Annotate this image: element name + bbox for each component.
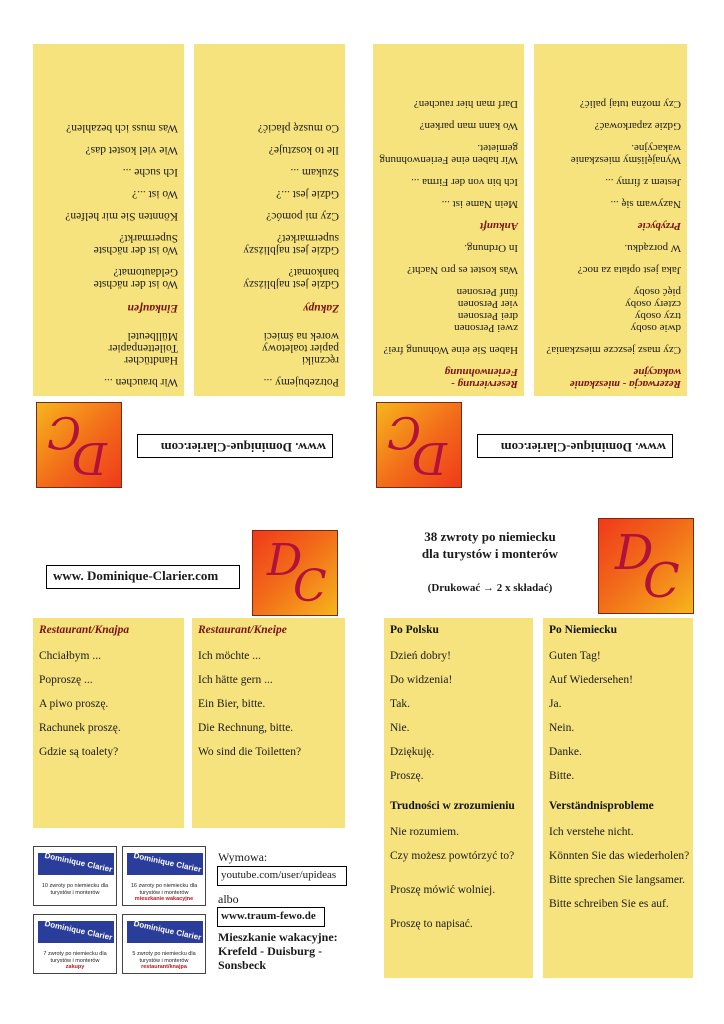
card-heading: Po Niemiecku (549, 624, 618, 636)
line: cztery osoby (625, 298, 681, 310)
line: Guten Tag! (549, 650, 601, 662)
caption-tag: mieszkanie wakacyjne (134, 896, 194, 902)
logo-top-left (36, 402, 122, 488)
line: Poproszę ... (39, 674, 93, 686)
video-thumbnail[interactable] (122, 914, 206, 974)
card-heading: Po Polsku (390, 624, 439, 636)
line: Gdzie jest najbliższy supermarket? (243, 232, 339, 256)
line: Wo sind die Toiletten? (198, 746, 302, 758)
line: ręczniki (301, 354, 339, 366)
line: Chciałbym ... (39, 650, 101, 662)
line: Müllbeutel (127, 330, 178, 342)
line: worek na śmieci (263, 330, 339, 342)
thumbnail-caption (36, 951, 114, 971)
line: Bitte schreiben Sie es auf. (549, 898, 669, 910)
thumbnail-caption (125, 883, 203, 903)
card-zakupy-text (194, 44, 345, 396)
line: Rachunek proszę. (39, 722, 121, 734)
line: Die Rechnung, bitte. (198, 722, 294, 734)
line: Nein. (549, 722, 575, 734)
line: Do widzenia! (390, 674, 453, 686)
logo-letter: C (47, 406, 81, 457)
caption-text: 5 zwroty po niemiecku dla turystów i monterów (132, 951, 196, 964)
line: Bitte sprechen Sie langsamer. (549, 874, 686, 886)
title-line-1: 38 zwroty po niemiecku (424, 529, 556, 544)
line: Wo ist der nächste Geldautomat? (93, 266, 178, 290)
line: fünf Personen (456, 286, 518, 298)
thumbnail-brand: Dominique Clarier (132, 850, 203, 875)
line: Przybycie (637, 220, 681, 232)
card-heading: Einkaufen (127, 302, 178, 314)
section-heading: Verständnisprobleme (549, 800, 654, 812)
line: Bitte. (549, 770, 575, 782)
website-top-right[interactable]: www. Dominique-Clarier.com (477, 434, 673, 458)
line: Proszę to napisać. (390, 918, 473, 930)
line: Proszę. (390, 770, 424, 782)
line: Ich hätte gern ... (198, 674, 273, 686)
line: Ich möchte ... (198, 650, 261, 662)
line: Wir haben eine Ferienwohnung gemietet. (379, 142, 518, 166)
website-top-left[interactable]: www. Dominique-Clarier.com (137, 434, 333, 458)
caption-text: 10 zwroty po niemiecku dla turystów i monterów (41, 883, 109, 896)
card-heading: Reservierung - Ferienwohnung (444, 366, 518, 390)
thumbnail-banner (38, 850, 114, 875)
line: Nie rozumiem. (390, 826, 459, 838)
thumbnail-banner (38, 918, 114, 943)
line: Danke. (549, 746, 582, 758)
website-bottom[interactable]: www. Dominique-Clarier.com (46, 565, 240, 589)
video-thumbnail[interactable] (33, 914, 117, 974)
logo-letter: C (387, 406, 421, 457)
card-heading: Restaurant/Kneipe (198, 624, 287, 636)
card-restaurant-de (192, 618, 345, 828)
logo-top-right (376, 402, 462, 488)
line: Ile to kosztuje? (268, 144, 339, 156)
line: dwie osoby (630, 322, 681, 334)
page-title (380, 528, 600, 562)
or-label: albo (218, 892, 239, 906)
line: Wynajęliśmy mieszkanie wakacyjne. (570, 142, 681, 166)
line: Was kostet es pro Nacht? (407, 264, 518, 276)
line: Szukam ... (290, 166, 339, 178)
line: Ich verstehe nicht. (549, 826, 634, 838)
line: Auf Wiedersehen! (549, 674, 633, 686)
line: Co muszę płacić? (257, 122, 339, 134)
line: Jaka jest opłata za noc? (577, 264, 681, 276)
caption-tag: zakupy (65, 964, 85, 970)
line: Proszę mówić wolniej. (390, 884, 496, 896)
line: A piwo proszę. (39, 698, 109, 710)
card-heading: Rezerwacja - mieszkanie wakacyjne (569, 366, 681, 390)
pronunciation-label: Wymowa: (218, 850, 268, 864)
line: Darf man hier rauchen? (413, 98, 518, 110)
line: Gdzie jest ...? (276, 188, 339, 200)
line: Dziękuję. (390, 746, 435, 758)
title-line-2: dla turystów i monterów (421, 546, 559, 561)
holiday-apartment-cities: Krefeld - Duisburg - Sonsbeck (218, 944, 323, 972)
line: Nazywam się ... (610, 198, 681, 210)
line: Dzień dobry! (390, 650, 451, 662)
card-restaurant-pl (33, 618, 184, 828)
line: Wir brauchen ... (104, 376, 178, 388)
line: Potrzebujemy ... (263, 376, 339, 388)
caption-text: 7 zwroty po niemiecku dla turystów i monterów (43, 951, 107, 964)
logo-letter: C (293, 561, 327, 612)
thumbnail-caption (125, 951, 203, 971)
logo-bottom-right (598, 518, 694, 614)
holiday-apartment-title: Mieszkanie wakacyjne: (218, 930, 338, 944)
logo-letter: C (643, 553, 680, 609)
thumbnail-banner (127, 918, 203, 943)
section-heading: Trudności w zrozumieniu (390, 800, 515, 812)
card-reservierung-text (373, 44, 524, 396)
line: In Ordnung. (464, 242, 518, 254)
caption-tag: restaurant/knajpa (141, 964, 187, 970)
thumbnail-caption (36, 883, 114, 896)
print-note: (Drukować → 2 x składać) (427, 582, 553, 594)
logo-bottom-left (252, 530, 338, 616)
line: Ankunft (480, 220, 518, 232)
line: Mein Name ist ... (441, 198, 518, 210)
card-po-niemiecku (543, 618, 693, 978)
line: Haben Sie eine Wohnung frei? (383, 344, 518, 356)
line: Tak. (390, 698, 410, 710)
line: Gdzie są toalety? (39, 746, 119, 758)
line: Gdzie jest najbliższy bankomat? (243, 266, 339, 290)
line: Czy mi pomóc? (266, 210, 339, 222)
line: Ein Bier, bitte. (198, 698, 266, 710)
line: Was muss ich bezahlen? (66, 122, 178, 134)
line: Czy masz jeszcze mieszkania? (546, 344, 681, 356)
card-heading: Zakupy (303, 302, 339, 314)
thumbnail-brand: Dominique Clarier (132, 918, 203, 943)
thumbnail-banner (127, 850, 203, 875)
card-einkaufen-text (33, 44, 184, 396)
line: vier Personen (457, 298, 518, 310)
line: trzy osoby (634, 310, 681, 322)
logo-letter: D (71, 432, 107, 483)
line: drei Personen (457, 310, 518, 322)
logo-letter: D (267, 535, 303, 586)
youtube-link[interactable]: youtube.com/user/upideas (217, 866, 347, 886)
traum-fewo-link[interactable]: www.traum-fewo.de (217, 907, 325, 927)
line: Jestem z firmy ... (605, 176, 681, 188)
thumbnail-brand: Dominique Clarier (43, 850, 114, 875)
line: Ich bin von der Firma ... (411, 176, 518, 188)
line: Toilettenpapier (108, 342, 178, 354)
card-po-polsku (384, 618, 533, 978)
line: zwei Personen (454, 322, 518, 334)
line: Nie. (390, 722, 410, 734)
logo-letter: D (615, 525, 654, 581)
video-thumbnail[interactable] (122, 846, 206, 906)
card-heading: Restaurant/Knajpa (39, 624, 130, 636)
line: Handtücher (124, 354, 178, 366)
line: Czy można tutaj palić? (579, 98, 681, 110)
line: Wo ist ...? (131, 188, 178, 200)
line: Wo kann man parken? (419, 120, 518, 132)
line: Könnten Sie das wiederholen? (549, 850, 690, 862)
line: papier toaletowy (262, 342, 339, 354)
line: Ja. (549, 698, 562, 710)
video-thumbnail[interactable] (33, 846, 117, 906)
line: Gdzie zaparkować? (594, 120, 681, 132)
logo-letter: D (411, 432, 447, 483)
card-rezerwacja-text (534, 44, 687, 396)
line: Wie viel kostet das? (85, 144, 178, 156)
thumbnail-brand: Dominique Clarier (43, 918, 114, 943)
line: Ich suche ... (122, 166, 178, 178)
line: pięć osoby (633, 286, 681, 298)
line: Könnten Sie mir helfen? (65, 210, 178, 222)
line: W porządku. (624, 242, 681, 254)
line: Wo ist der nächste Supermarkt? (93, 232, 178, 256)
line: Czy możesz powtórzyć to? (390, 850, 515, 862)
caption-text: 16 zwroty po niemiecku dla turystów i monterów (130, 883, 198, 896)
